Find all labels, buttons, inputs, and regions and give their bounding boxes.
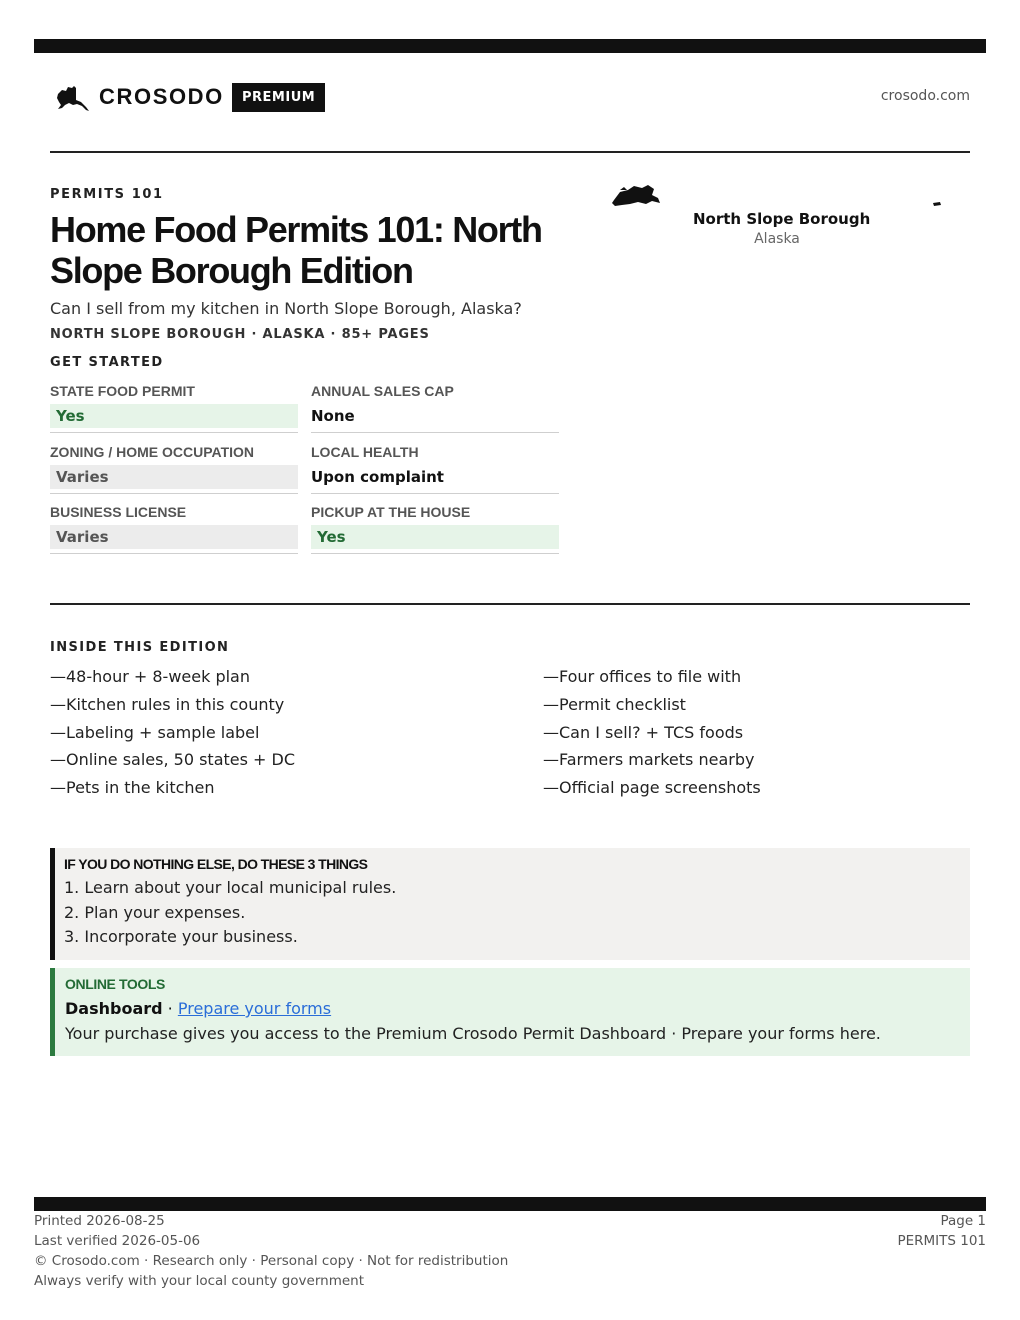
- top-rule-bar: [34, 39, 986, 53]
- footer-left: [34, 1211, 508, 1291]
- contents-list-right: [543, 666, 963, 805]
- callout-heading: IF YOU DO NOTHING ELSE, DO THESE 3 THINGS: [64, 856, 368, 872]
- map-county-name: North Slope Borough: [693, 210, 871, 228]
- list-item: —Four offices to file with: [543, 667, 742, 686]
- list-item: —Online sales, 50 states + DC: [50, 750, 296, 770]
- list-item: 1. Learn about your local municipal rules.: [64, 878, 397, 897]
- get-started-heading: GET STARTED: [50, 355, 164, 370]
- fact-business-license: [50, 503, 298, 554]
- section-eyebrow: PERMITS 101: [50, 187, 164, 202]
- premium-badge: PREMIUM: [232, 83, 325, 112]
- fact-label: ANNUAL SALES CAP: [311, 383, 454, 399]
- fact-zoning: [50, 443, 298, 494]
- list-item: —Labeling + sample label: [50, 722, 260, 742]
- prepare-forms-link[interactable]: Prepare your forms: [177, 999, 332, 1018]
- fact-annual-sales-cap: [311, 382, 559, 433]
- site-url[interactable]: crosodo.com: [880, 88, 970, 104]
- page-subtitle: Can I sell from my kitchen in North Slope Borough, Alaska?: [50, 299, 522, 318]
- fact-label: LOCAL HEALTH: [311, 444, 419, 460]
- header-divider: [50, 151, 970, 153]
- list-item: —Farmers markets nearby: [543, 750, 755, 770]
- fact-value: None: [311, 407, 355, 425]
- list-item: —48-hour + 8-week plan: [50, 667, 250, 686]
- fact-label: ZONING / HOME OCCUPATION: [50, 444, 255, 460]
- callout-list: [64, 878, 970, 952]
- fact-state-food-permit: [50, 382, 298, 433]
- map-state-name: Alaska: [754, 231, 800, 247]
- printed-date: Printed 2026-08-25: [34, 1213, 165, 1229]
- footer-rule-bar: [34, 1197, 986, 1211]
- tools-description: Your purchase gives you access to the Premium Crosodo Permit Dashboard · Prepare your forms here.: [65, 1024, 881, 1043]
- alaska-logo-icon: [55, 84, 91, 112]
- copyright: © Crosodo.com · Research only · Personal copy · Not for redistribution: [34, 1253, 509, 1269]
- fact-pickup: [311, 503, 559, 554]
- list-item: —Kitchen rules in this county: [50, 694, 285, 714]
- brand-name: CROSODO: [99, 84, 224, 109]
- list-item: —Permit checklist: [543, 694, 686, 714]
- separator: ·: [162, 999, 178, 1018]
- fact-label: PICKUP AT THE HOUSE: [311, 504, 471, 520]
- fact-value: Yes: [50, 404, 298, 428]
- tools-heading: ONLINE TOOLS: [65, 976, 165, 992]
- list-item: —Pets in the kitchen: [50, 778, 215, 798]
- footer-right: [897, 1211, 986, 1251]
- list-item: 2. Plan your expenses.: [64, 902, 246, 922]
- verify-note: Always verify with your local county government: [34, 1273, 364, 1289]
- section-divider: [50, 603, 970, 605]
- series-name: PERMITS 101: [897, 1233, 986, 1249]
- online-tools-box: [50, 968, 970, 1056]
- tools-dashboard-line: [65, 999, 970, 1018]
- fact-value: Yes: [311, 525, 559, 549]
- three-things-callout: [50, 848, 970, 960]
- contents-list-left: [50, 666, 470, 805]
- fact-value: Varies: [50, 525, 298, 549]
- dashboard-label: Dashboard: [65, 999, 163, 1018]
- fact-local-health: [311, 443, 559, 494]
- fact-label: STATE FOOD PERMIT: [50, 383, 195, 399]
- fact-value: Varies: [50, 465, 298, 489]
- verified-date: Last verified 2026-05-06: [34, 1233, 201, 1249]
- page-header: [50, 80, 970, 114]
- list-item: 3. Incorporate your business.: [64, 927, 298, 946]
- list-item: —Official page screenshots: [543, 778, 761, 798]
- inside-edition-heading: INSIDE THIS EDITION: [50, 640, 230, 655]
- fact-label: BUSINESS LICENSE: [50, 504, 187, 520]
- fact-value: Upon complaint: [311, 468, 444, 486]
- page-title: Home Food Permits 101: North Slope Borough Edition: [50, 209, 542, 291]
- page-number: Page 1: [940, 1213, 986, 1229]
- edition-meta: NORTH SLOPE BOROUGH · ALASKA · 85+ PAGES: [50, 327, 430, 342]
- list-item: —Can I sell? + TCS foods: [543, 722, 744, 742]
